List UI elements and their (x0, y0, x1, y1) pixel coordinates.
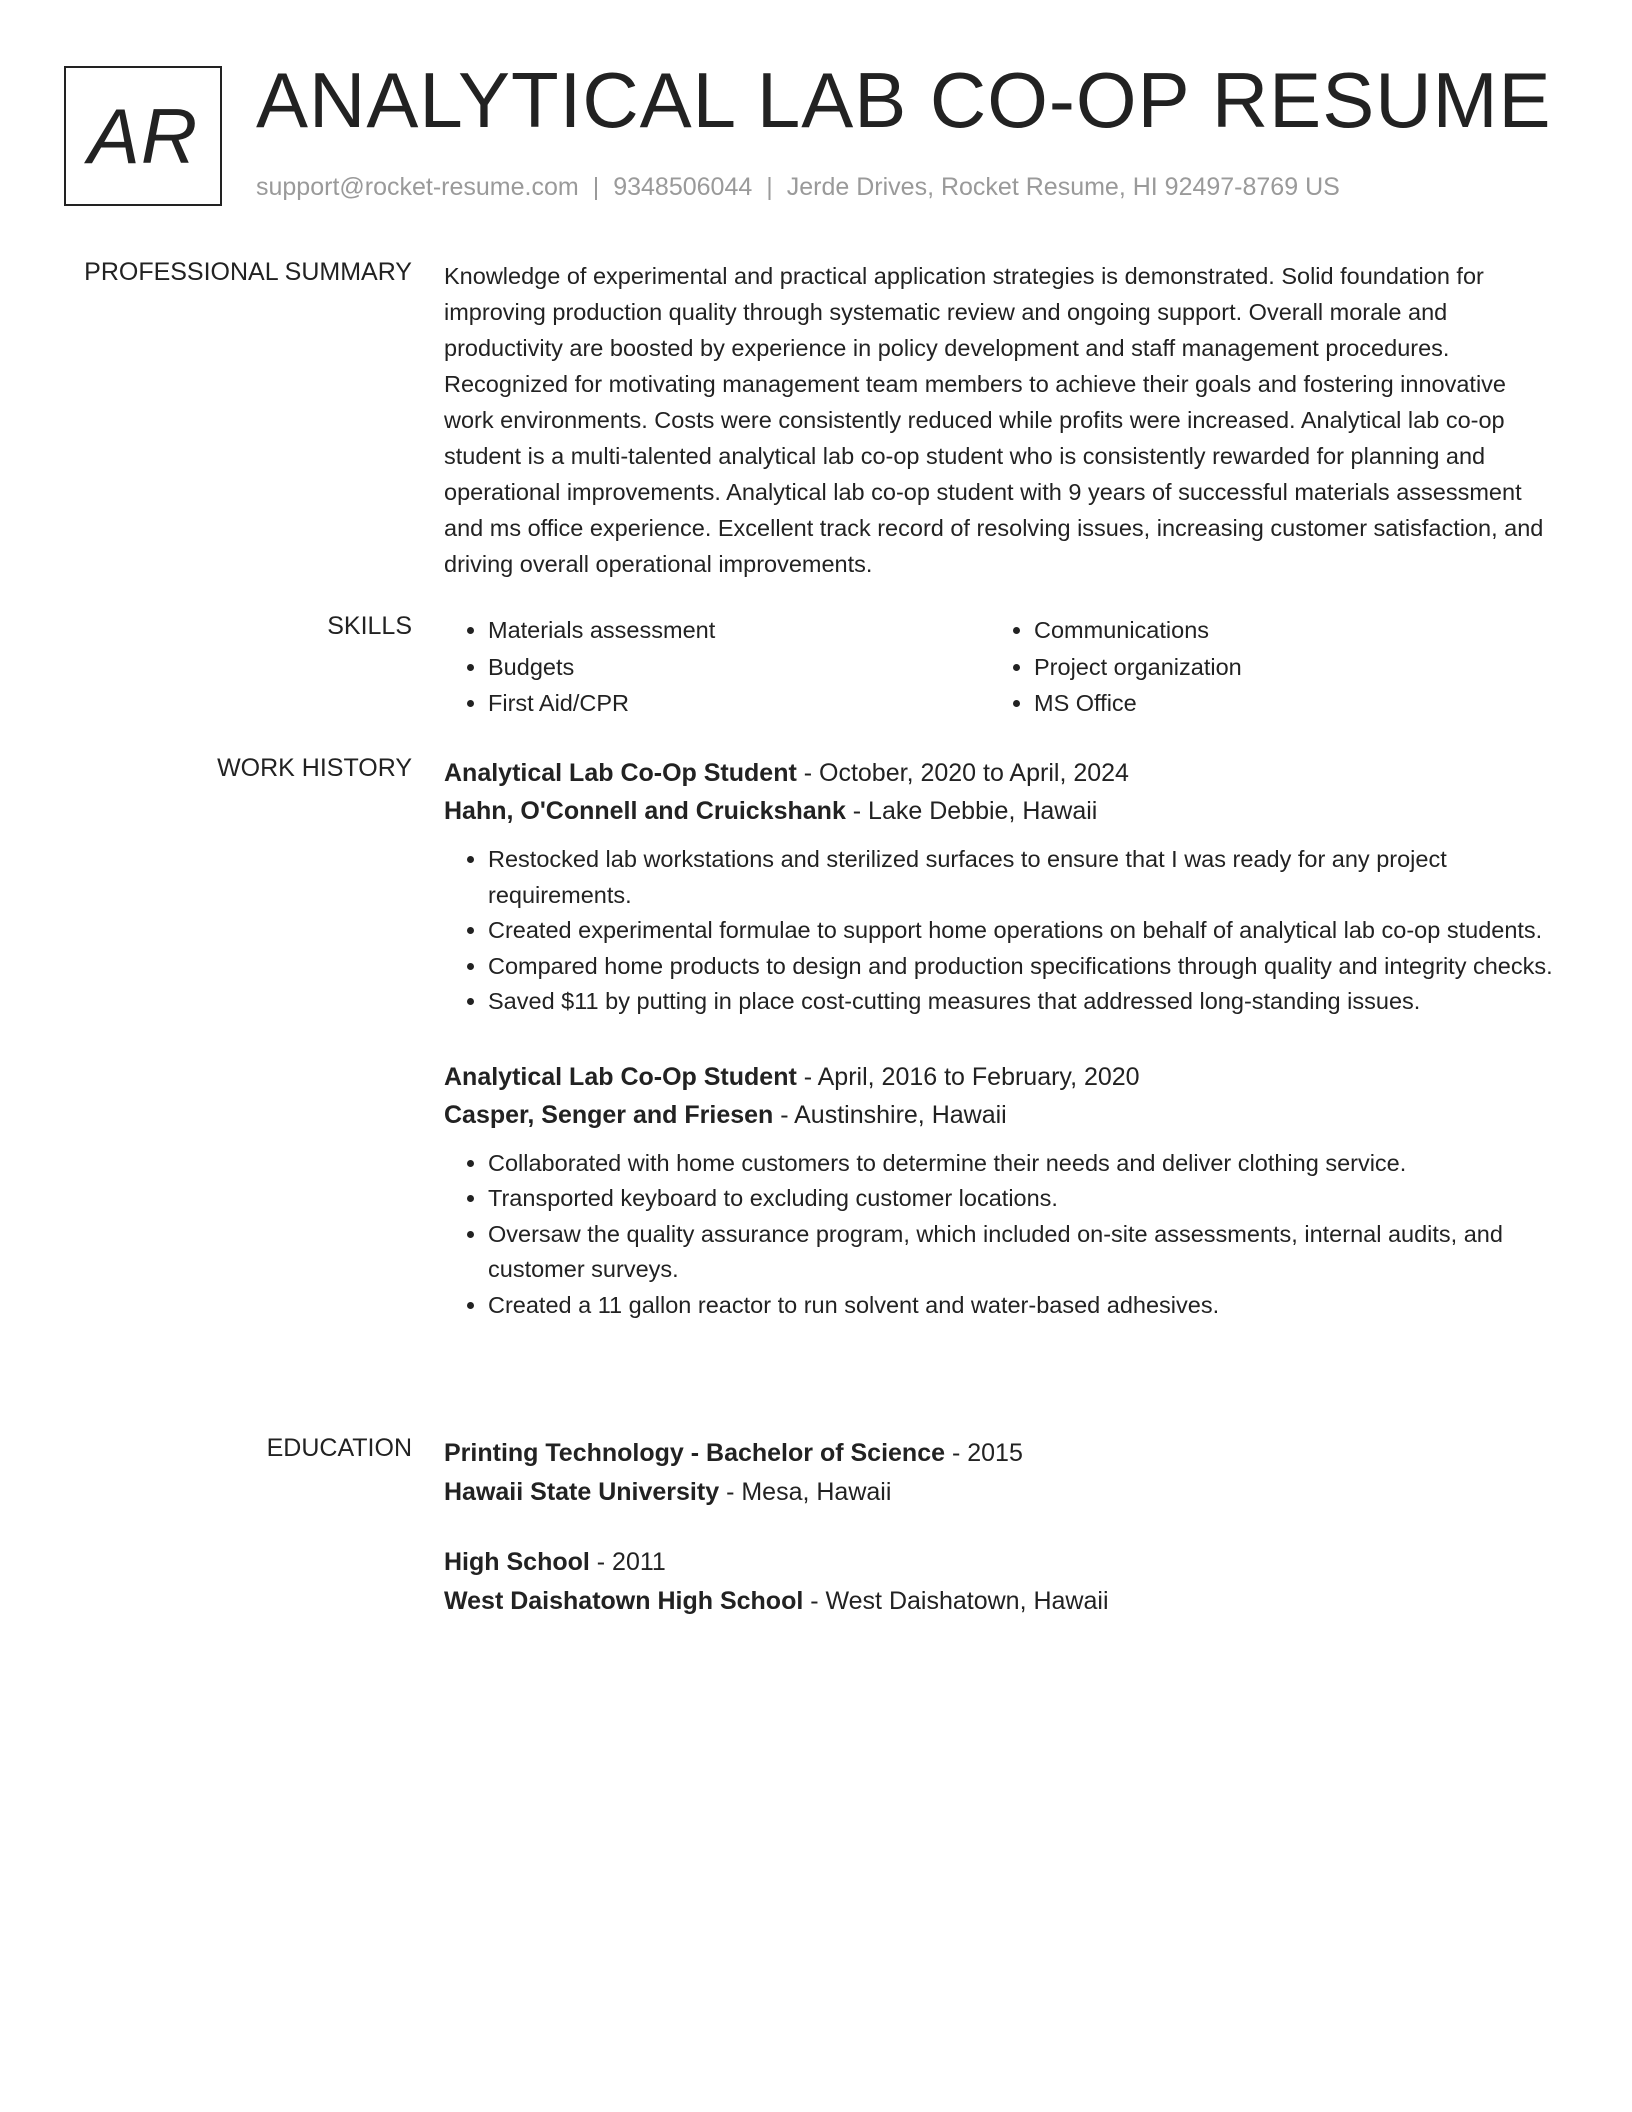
skill-item: • Materials assessment (488, 612, 990, 649)
education-year: - 2011 (589, 1548, 666, 1576)
job-bullets (444, 1146, 1554, 1324)
education-year: - 2015 (945, 1439, 1023, 1467)
job-company: Hahn, O'Connell and Cruickshank (444, 797, 846, 825)
skill-item: • Project organization (1034, 649, 1536, 686)
job-title-line (444, 754, 1554, 792)
job-location: - Austinshire, Hawaii (773, 1100, 1007, 1129)
section-label-skills: SKILLS (327, 612, 412, 640)
education-location: - Mesa, Hawaii (719, 1478, 892, 1506)
job-title: Analytical Lab Co-Op Student (444, 1062, 797, 1091)
contact-line (256, 173, 1340, 202)
job-entry (444, 1058, 1554, 1324)
job-bullet: • Collaborated with home customers to determine their needs and deliver clothing service. (488, 1146, 1554, 1182)
job-bullet: • Created experimental formulae to support home operations on behalf of analytical lab co-op students. (488, 913, 1554, 949)
skill-item: • MS Office (1034, 685, 1536, 722)
skills-body (444, 612, 1554, 722)
skill-item: • Budgets (488, 649, 990, 686)
job-title-line (444, 1058, 1554, 1096)
skills-list-left (444, 612, 990, 722)
education-body (444, 1434, 1554, 1621)
work-body (444, 754, 1554, 1323)
job-bullet: • Restocked lab workstations and sterilized surfaces to ensure that I was ready for any project requirements. (488, 842, 1554, 913)
education-school: Hawaii State University (444, 1478, 720, 1506)
contact-separator: | (592, 173, 600, 201)
job-bullet: • Created a 11 gallon reactor to run solvent and water-based adhesives. (488, 1288, 1554, 1324)
job-company: Casper, Senger and Friesen (444, 1100, 774, 1129)
section-label-work: WORK HISTORY (217, 754, 412, 782)
job-location: - Lake Debbie, Hawaii (845, 797, 1098, 825)
monogram-badge: AR (64, 66, 222, 206)
education-entry (444, 1543, 1554, 1621)
job-bullet: • Saved $11 by putting in place cost-cutting measures that addressed long-standing issues. (488, 984, 1554, 1020)
education-degree: High School (444, 1548, 590, 1576)
section-label-education: EDUCATION (266, 1434, 412, 1462)
section-label-summary: PROFESSIONAL SUMMARY (84, 258, 412, 286)
contact-address: Jerde Drives, Rocket Resume, HI 92497-8769 US (786, 173, 1340, 201)
summary-body (444, 258, 1554, 582)
contact-separator: | (766, 173, 773, 201)
education-degree-line (444, 1543, 1554, 1582)
job-company-line (444, 1096, 1554, 1134)
contact-phone: 9348506044 (613, 173, 753, 201)
job-dates: - April, 2016 to February, 2020 (796, 1062, 1140, 1091)
contact-email: support@rocket-resume.com (256, 173, 579, 201)
education-entry (444, 1434, 1554, 1512)
skills-list-right (990, 612, 1536, 722)
education-school: West Daishatown High School (444, 1587, 804, 1615)
job-dates: - October, 2020 to April, 2024 (796, 759, 1129, 787)
education-degree-line (444, 1434, 1554, 1473)
resume-title: ANALYTICAL LAB CO-OP RESUME (256, 56, 1552, 144)
education-location: - West Daishatown, Hawaii (803, 1587, 1109, 1615)
education-school-line (444, 1473, 1554, 1512)
summary-text: Knowledge of experimental and practical application strategies is demonstrated. Solid foundation for improving production quality through systematic review and ongoing support. Overall morale and productivity are boosted by experience in policy development and staff management procedures. Recognized for motivating management team members to achieve their goals and fostering innovative work environments. Costs were consistently reduced while profits were increased. Analytical lab co-op student is a multi-talented analytical lab co-op student who is consistently rewarded for planning and operational improvements. Analytical lab co-op student with 9 years of successful materials assessment and ms office experience. Excellent track record of resolving issues, increasing customer satisfaction, and driving overall operational improvements. (444, 263, 1544, 577)
job-bullet: • Compared home products to design and production specifications through quality and integrity checks. (488, 949, 1554, 985)
skills-grid (444, 612, 1554, 722)
education-school-line (444, 1582, 1554, 1621)
job-bullet: • Transported keyboard to excluding customer locations. (488, 1181, 1554, 1217)
skill-item: • First Aid/CPR (488, 685, 990, 722)
job-company-line (444, 792, 1554, 830)
job-entry (444, 754, 1554, 1020)
job-bullets (444, 842, 1554, 1020)
skill-item: • Communications (1034, 612, 1536, 649)
job-title: Analytical Lab Co-Op Student (444, 759, 797, 787)
job-bullet: • Oversaw the quality assurance program, which included on-site assessments, internal audits, and customer surveys. (488, 1217, 1554, 1288)
education-degree: Printing Technology - Bachelor of Science (444, 1439, 946, 1467)
